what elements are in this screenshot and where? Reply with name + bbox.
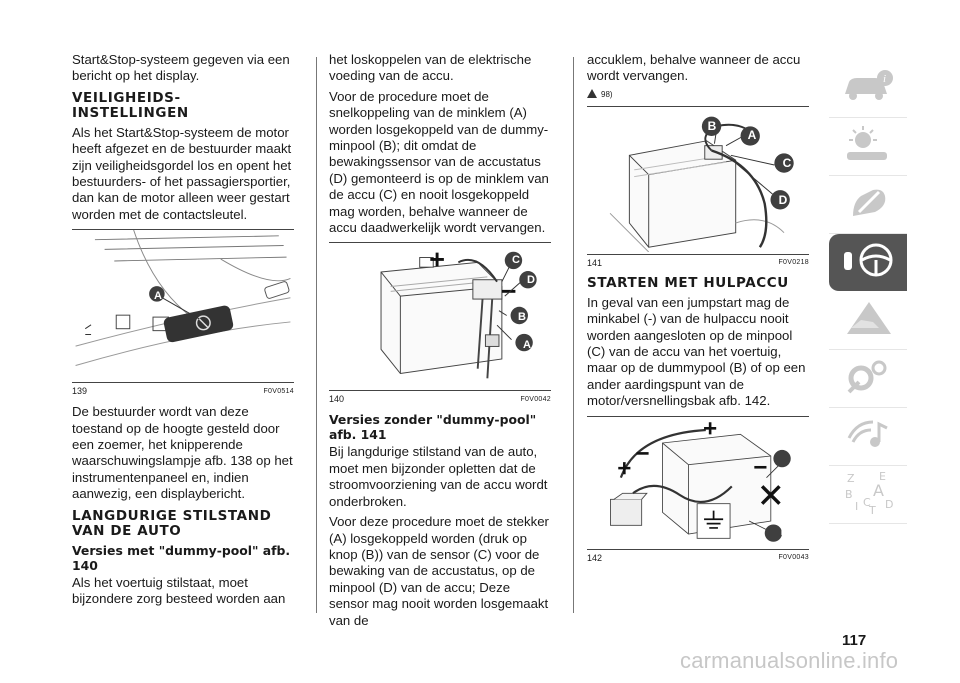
page-number: 117 [842,632,867,649]
heading-long-standstill: LANGDURIGE STILSTAND VAN DE AUTO [72,507,272,539]
fig139-callout-a: A [154,290,162,303]
figure-139-caption [72,382,294,396]
fig142-callout-b: B [780,523,790,538]
warning-paragraph: De bestuurder wordt van deze toestand op de hoogte gesteld door een zoemer, het knipperende waarschuwingslampje afb. 138 op het instrumentenpaneel en, indien aanwezig, een displaybericht. [72,404,293,502]
warning-triangle-icon [587,89,597,100]
figure-code: F0V0218 [778,259,809,267]
figure-number: 142 [587,552,603,563]
intro-text: Start&Stop-systeem gegeven via een bericht op het display. [72,52,290,84]
heading-jump-start: STARTEN MET HULPACCU [587,274,789,291]
figure-140 [329,242,551,404]
index-icon [839,470,897,519]
tab-warning-lights[interactable] [829,118,907,176]
sensor-paragraph: Voor deze procedure moet de stekker (A) losgekoppeld worden (druk op knop (B)) van de sensor (C) voor de bewaking van de accustatus, op de minpool (D) van de accu; Deze sensor mag nooit worden losgemaakt van de [329,514,549,628]
column-2 [329,52,551,633]
index-letter: Z [847,472,855,485]
fig140-callout-b: B [518,311,526,324]
procedure-paragraph: Voor de procedure moet de snelkoppeling van de minklem (A) worden losgekoppeld van de dummy-minpool (B); dit omdat de bewakingssensor van de accustatus (D) gemonteerd is op de minklem van de accu (C) en nooit losgekoppeld mag worden, behalve wanneer de accu daadwerkelijk wordt vervangen. [329,88,549,236]
maintenance-icon [839,356,897,401]
heading-safety-settings: VEILIGHEIDS- INSTELLINGEN [72,89,189,121]
figure-code: F0V0042 [520,395,551,403]
figure-code: F0V0043 [778,554,809,562]
safety-icon [839,182,897,227]
battery-sensor-illustration [587,107,809,252]
fig140-callout-d: D [527,274,535,287]
warning-lights-icon [839,124,897,169]
tab-index[interactable] [829,466,907,524]
jump-start-illustration [587,417,809,547]
column-3 [587,52,809,571]
fig141-callout-a: A [747,127,757,142]
index-letter: I [855,500,859,513]
figure-number: 139 [72,386,88,397]
svg-text:i: i [883,73,887,85]
tab-multimedia[interactable] [829,408,907,466]
standstill-paragraph: Bij langdurige stilstand van de auto, moet men bijzonder opletten dat de stroomvoorziening van de accu wordt onderbroken. [329,444,548,509]
figure-141-caption [587,254,809,268]
subheading-no-dummy-pool: Versies zonder "dummy-pool" afb. 141 [329,412,537,443]
figure-number: 140 [329,394,345,405]
fig140-callout-c: C [512,254,520,267]
driving-icon [838,240,898,285]
note-ref-text: 98) [601,89,613,99]
tab-driving[interactable] [829,234,907,292]
tab-maintenance[interactable] [829,350,907,408]
tab-emergency[interactable] [829,292,907,350]
tab-safety[interactable] [829,176,907,234]
replacement-paragraph: accuklem, behalve wanneer de accu wordt vervangen. [587,52,801,84]
index-letter: C [863,496,871,509]
fig141-callout-b: B [707,118,717,133]
figure-141 [587,106,809,268]
chapter-tabs [829,60,907,524]
dashboard-button-illustration [72,230,294,380]
index-letter: T [869,504,876,514]
index-letter: E [879,470,886,483]
column-divider [573,57,574,613]
index-letter: A [873,481,884,500]
figure-code: F0V0514 [263,387,294,395]
note-reference [587,89,809,100]
figure-number: 141 [587,257,603,268]
figure-140-caption [329,390,551,404]
jump-start-paragraph: In geval van een jumpstart mag de minkabel (-) van de hulpaccu nooit worden aangesloten op de minpool (C) van de accu van het voertuig, maar op de dummypool (B) of op een ander aardingspunt van de motor/versnellingsbak afb. 142. [587,294,806,409]
dummy-pool-paragraph: Als het voertuig stilstaat, moet bijzondere zorg besteed worden aan [72,574,286,607]
figure-142 [587,416,809,563]
fig141-callout-d: D [778,192,788,207]
subheading-dummy-pool: Versies met "dummy-pool" afb. 140 [72,542,291,573]
fig142-callout-c: C [790,449,800,464]
column-divider [316,57,317,613]
figure-142-caption [587,549,809,563]
fig140-callout-a: A [523,339,531,352]
index-letter: B [845,488,853,501]
multimedia-icon [839,414,897,459]
safety-paragraph: Als het Start&Stop-systeem de motor heeft afgezet en de bestuurder maakt zijn veiligheidsgordel los en opent het bestuurders- of het passagiersportier, dan kan de motor alleen weer gestart worden met de contactsleutel. [72,124,292,222]
tab-car-info[interactable] [829,60,907,118]
figure-139 [72,229,294,396]
fig141-callout-c: C [782,155,792,170]
index-letter: D [885,498,894,511]
watermark: carmanualsonline.info [680,648,899,673]
disconnect-paragraph: het loskoppelen van de elektrische voeding van de accu. [329,52,532,84]
column-1 [72,52,294,612]
emergency-icon [839,298,897,343]
car-info-icon [839,68,897,109]
